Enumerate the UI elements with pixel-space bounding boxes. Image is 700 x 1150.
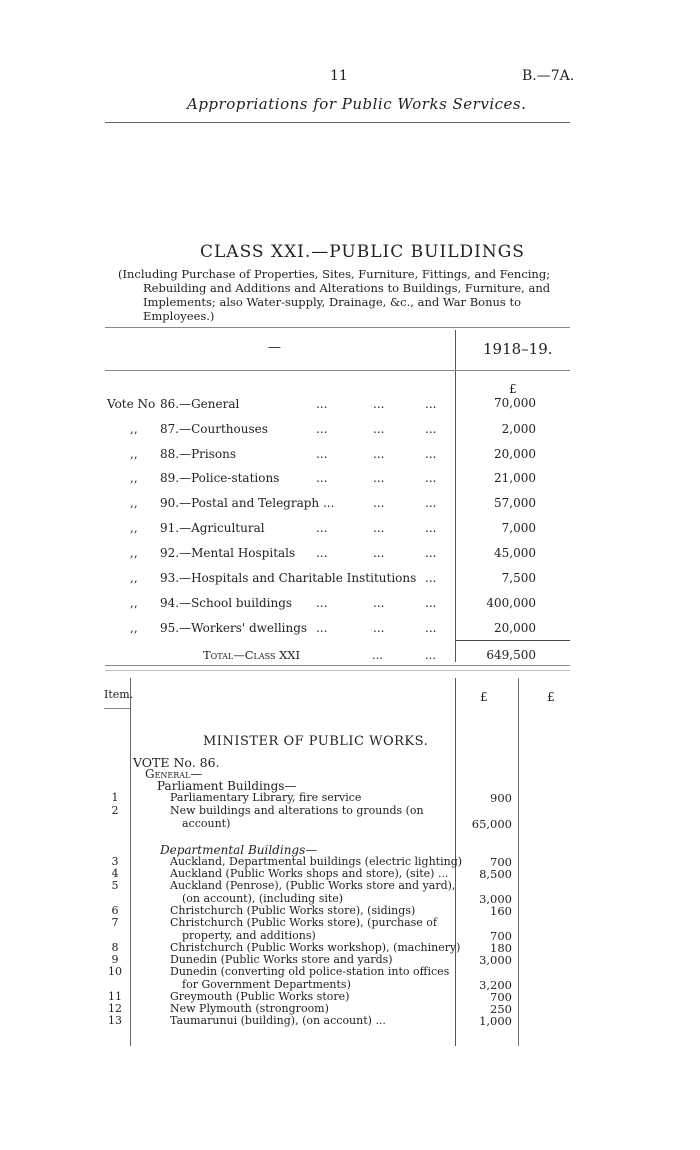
- ditto-mark: ,,: [130, 447, 138, 461]
- leader-dots: ...: [373, 496, 385, 510]
- total-label: Total—Class XXI: [203, 648, 300, 662]
- class-description-line-3: Implements; also Water-supply, Drainage, &c., and War Bonus to: [143, 295, 521, 309]
- total-rule: [455, 640, 570, 641]
- item-description: Christchurch (Public Works store), (sidings): [170, 904, 416, 917]
- vote-amount: 20,000: [494, 447, 536, 461]
- vote-amount: 400,000: [486, 596, 536, 610]
- item-description: Dunedin (Public Works store and yards): [170, 953, 393, 966]
- item-amount: 700: [490, 929, 512, 943]
- item-description-continued: account): [182, 816, 231, 830]
- summary-currency: £: [509, 382, 517, 396]
- leader-dots: ...: [425, 447, 437, 461]
- header-rule: [105, 122, 570, 123]
- item-description: Taumarunui (building), (on account) ...: [170, 1014, 386, 1027]
- item-column-rule: [130, 678, 131, 1046]
- leader-dots: ...: [316, 546, 328, 560]
- leader-dots: ...: [373, 447, 385, 461]
- page-title: Appropriations for Public Works Services.: [187, 95, 527, 113]
- detail-currency-2: £: [547, 690, 555, 704]
- total-dots-2: ...: [425, 648, 436, 662]
- item-description: Dunedin (converting old police-station into offices: [170, 965, 450, 978]
- vote-label: 93.—Hospitals and Charitable Institutions: [160, 571, 417, 585]
- item-description: New buildings and alterations to grounds (on: [170, 804, 424, 817]
- ditto-mark: ,,: [130, 422, 138, 436]
- class-description-line-1: (Including Purchase of Properties, Sites, Furniture, Fittings, and Fencing;: [118, 267, 551, 281]
- ditto-mark: ,,: [130, 546, 138, 560]
- leader-dots: ...: [373, 596, 385, 610]
- vote-amount: 70,000: [494, 396, 536, 410]
- leader-dots: ...: [425, 397, 437, 411]
- vote-label: 89.—Police-stations: [160, 471, 280, 485]
- vote-label: 92.—Mental Hospitals: [160, 546, 296, 560]
- ditto-mark: ,,: [130, 571, 138, 585]
- class-description-line-4: Employees.): [143, 309, 215, 323]
- item-amount: 65,000: [471, 817, 512, 831]
- leader-dots: ...: [425, 422, 437, 436]
- leader-dots: ...: [316, 422, 328, 436]
- summary-bottom-rule: [105, 665, 570, 666]
- leader-dots: ...: [316, 397, 328, 411]
- document-reference: B.—7A.: [522, 68, 575, 84]
- leader-dots: ...: [425, 496, 437, 510]
- item-description: Christchurch (Public Works workshop), (machinery): [170, 941, 461, 954]
- leader-dots: ...: [373, 422, 385, 436]
- item-number: 11: [108, 990, 122, 1003]
- departmental-heading: Departmental Buildings—: [160, 843, 318, 857]
- vote-prefix: Vote No: [107, 397, 156, 411]
- leader-dots: ...: [373, 521, 385, 535]
- item-description: Parliamentary Library, fire service: [170, 791, 362, 804]
- page-number: 11: [330, 68, 348, 84]
- item-amount: 3,000: [479, 953, 512, 967]
- ditto-mark: ,,: [130, 471, 138, 485]
- item-amount: 900: [490, 791, 512, 805]
- item-description: New Plymouth (strongroom): [170, 1002, 329, 1015]
- vote-amount: 20,000: [494, 621, 536, 635]
- item-number: 1: [111, 791, 119, 804]
- item-amount: 8,500: [479, 867, 512, 881]
- item-number: 6: [111, 904, 119, 917]
- item-number: 3: [111, 855, 119, 868]
- item-description: Auckland (Penrose), (Public Works store and yard),: [170, 879, 456, 892]
- leader-dots: ...: [425, 621, 437, 635]
- vote-heading: VOTE No. 86.: [133, 755, 220, 770]
- item-number: 8: [111, 941, 119, 954]
- item-description-continued: property, and additions): [182, 928, 316, 942]
- item-description: Greymouth (Public Works store): [170, 990, 350, 1003]
- general-heading: General—: [145, 767, 203, 781]
- item-number: 12: [108, 1002, 122, 1015]
- vote-amount: 7,500: [501, 571, 536, 585]
- vote-amount: 45,000: [494, 546, 536, 560]
- item-description: Auckland, Departmental buildings (electric lighting): [170, 855, 463, 868]
- leader-dots: ...: [373, 546, 385, 560]
- item-number: 13: [108, 1014, 122, 1027]
- leader-dots: ...: [316, 521, 328, 535]
- leader-dots: ...: [316, 596, 328, 610]
- summary-header-rule: [105, 370, 570, 371]
- ditto-mark: ,,: [130, 521, 138, 535]
- total-column-rule: [518, 678, 519, 1046]
- vote-amount: 2,000: [501, 422, 536, 436]
- leader-dots: ...: [316, 447, 328, 461]
- leader-dots: ...: [425, 521, 437, 535]
- item-amount: 3,000: [479, 892, 512, 906]
- total-dots-1: ...: [372, 648, 383, 662]
- item-amount: 160: [490, 904, 512, 918]
- item-description-continued: for Government Departments): [182, 977, 351, 991]
- item-amount: 1,000: [479, 1014, 512, 1028]
- leader-dots: ...: [425, 546, 437, 560]
- minister-heading: MINISTER OF PUBLIC WORKS.: [203, 734, 429, 749]
- vote-amount: 57,000: [494, 496, 536, 510]
- item-number: 10: [108, 965, 122, 978]
- ditto-mark: ,,: [130, 596, 138, 610]
- summary-top-rule: [105, 327, 570, 328]
- item-number: 7: [111, 916, 119, 929]
- ditto-mark: ,,: [130, 496, 138, 510]
- vote-amount: 7,000: [501, 521, 536, 535]
- leader-dots: ...: [373, 471, 385, 485]
- detail-currency-1: £: [480, 690, 488, 704]
- vote-label: 87.—Courthouses: [160, 422, 268, 436]
- vote-label: 95.—Workers' dwellings: [160, 621, 308, 635]
- item-number: 5: [111, 879, 119, 892]
- vote-label: 91.—Agricultural: [160, 521, 265, 535]
- class-title: CLASS XXI.—PUBLIC BUILDINGS: [200, 242, 525, 262]
- ditto-mark: ,,: [130, 621, 138, 635]
- item-number: 9: [111, 953, 119, 966]
- leader-dots: ...: [425, 571, 437, 585]
- vote-label: 94.—School buildings: [160, 596, 293, 610]
- leader-dots: ...: [373, 621, 385, 635]
- leader-dots: ...: [316, 621, 328, 635]
- item-number: 4: [111, 867, 119, 880]
- item-amount: 3,200: [479, 978, 512, 992]
- vote-amount: 21,000: [494, 471, 536, 485]
- item-amount: 700: [490, 990, 512, 1004]
- item-number: 2: [111, 804, 119, 817]
- item-header-rule: [104, 708, 130, 709]
- vote-label: 88.—Prisons: [160, 447, 237, 461]
- parliament-heading: Parliament Buildings—: [157, 779, 297, 793]
- class-description-line-2: Rebuilding and Additions and Alterations to Buildings, Furniture, and: [143, 281, 551, 295]
- summary-bottom-rule-2: [105, 670, 570, 671]
- summary-year: 1918–19.: [483, 340, 553, 358]
- leader-dots: ...: [316, 471, 328, 485]
- vote-label: 90.—Postal and Telegraph ...: [160, 496, 335, 510]
- leader-dots: ...: [373, 397, 385, 411]
- item-amount: 250: [490, 1002, 512, 1016]
- leader-dots: ...: [425, 471, 437, 485]
- item-amount: 180: [490, 941, 512, 955]
- item-amount: 700: [490, 855, 512, 869]
- item-description-continued: (on account), (including site): [182, 891, 344, 905]
- vote-label: 86.—General: [160, 397, 240, 411]
- total-amount: 649,500: [486, 648, 536, 662]
- summary-column-rule: [455, 330, 456, 662]
- item-description: Christchurch (Public Works store), (purchase of: [170, 916, 437, 929]
- item-header: Item.: [104, 688, 134, 701]
- item-description: Auckland (Public Works shops and store), (site) ...: [170, 867, 449, 880]
- summary-dash: —: [268, 340, 281, 355]
- leader-dots: ...: [425, 596, 437, 610]
